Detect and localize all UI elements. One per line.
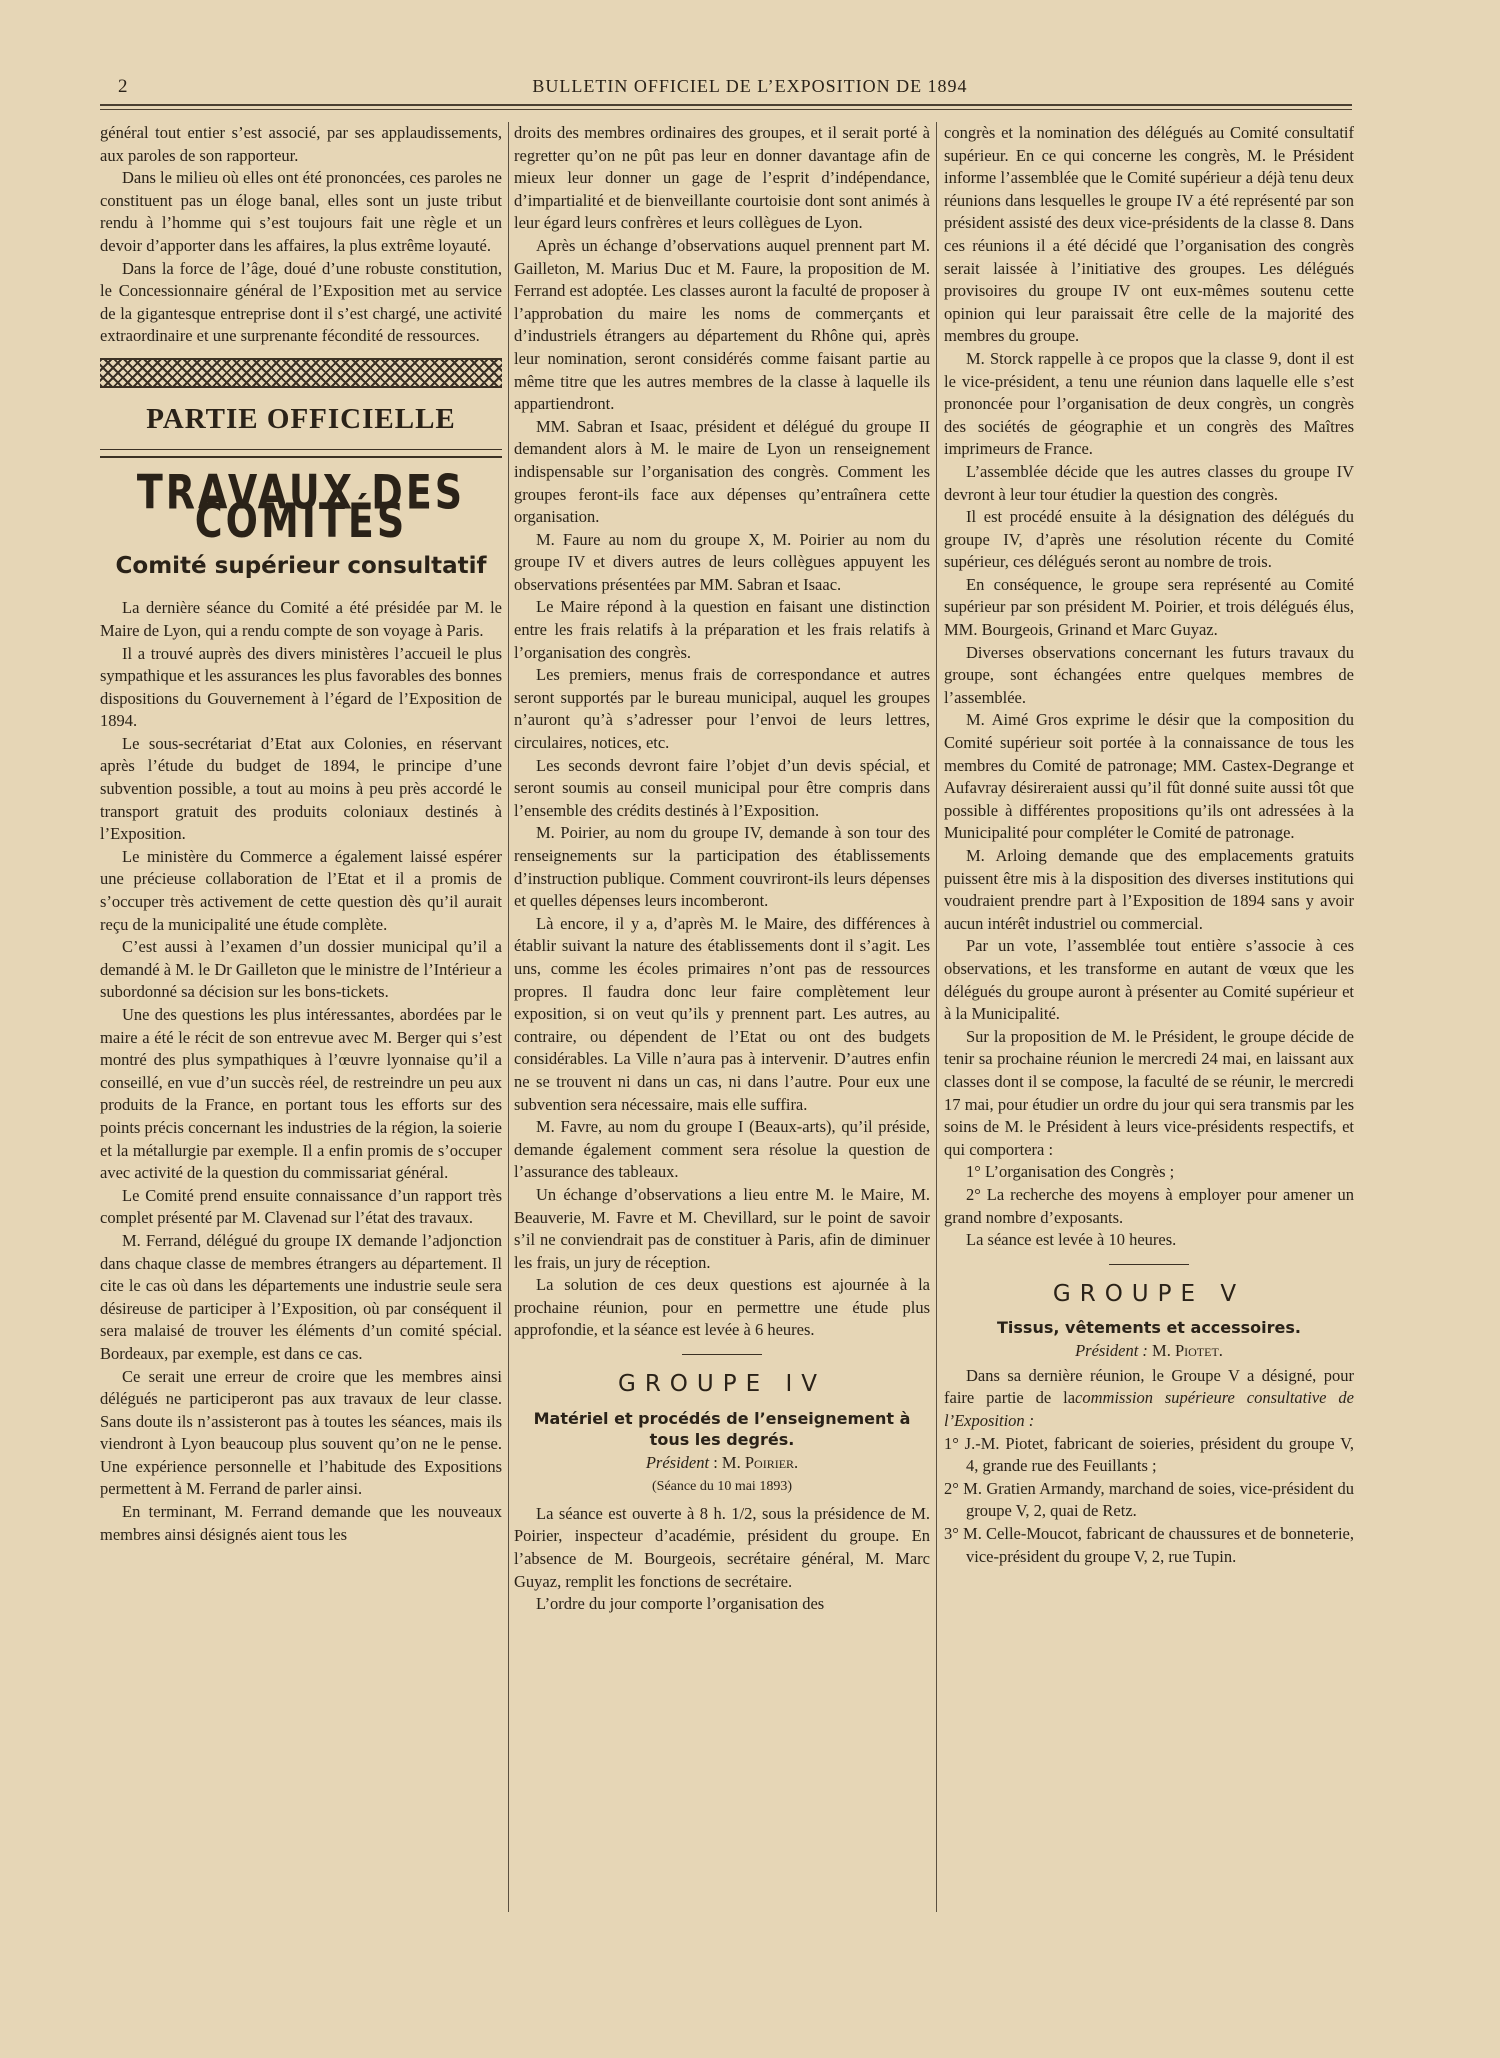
rule xyxy=(100,456,502,458)
president-label: Président : xyxy=(1075,1341,1148,1361)
main-heading: TRAVAUX DES COMITÉS xyxy=(136,464,466,548)
paragraph: droits des membres ordinaires des groupes, et il serait porté à regretter qu’on ne pût pas leur en donner davantage afin de mieux leur donner un gage de l’esprit d’indépendance, d’impartialité et de bienveillante courtoisie dont sont animés à leur égard leurs confrères et leurs collègues de Lyon. xyxy=(514,123,930,233)
paragraph: Une des questions les plus intéressantes, abordées par le maire a été le récit de son entrevue avec M. Berger qui s’est montré des plus sympathiques à l’œuvre lyonnaise qu’il a conseillé, en vue d’un succès réel, de restreindre un peu aux produits de la France, en portant tous les efforts sur des points précis concernant les industries de la région, la soierie et la métallurgie par exemple. Il a enfin promis de s’occuper avec activité de la question du commissariat général. xyxy=(100,1005,502,1183)
committee-heading: Comité supérieur consultatif xyxy=(115,552,487,579)
paragraph: Le Maire répond à la question en faisant une distinction entre les frais relatifs à la préparation et les frais relatifs à l’organisation des congrès. xyxy=(514,597,930,662)
paragraph: C’est aussi à l’examen d’un dossier municipal qu’il a demandé à M. le Dr Gailleton que le ministre de l’Intérieur a subordonné sa décision sur les bons-tickets. xyxy=(100,937,502,1002)
paragraph: Diverses observations concernant les futurs travaux du groupe, sont échangées entre quelques membres de l’assemblée. xyxy=(944,642,1354,707)
header-rule-thin xyxy=(100,109,1352,110)
paragraph: M. Poirier, au nom du groupe IV, demande à son tour des renseignements sur la participation des établissements d’instruction publique. Comment couvriront-ils leurs dépenses et quelles dépenses leurs incomberont. xyxy=(514,823,930,911)
paragraph: MM. Sabran et Isaac, président et délégué du groupe II demandent alors à M. le maire de Lyon un renseignement indispensable sur l’organisation des congrès. Comment les groupes feront-ils face aux dépenses qu’entraînera cette organisation. xyxy=(514,416,930,527)
paragraph: La séance est levée à 10 heures. xyxy=(966,1230,1177,1250)
group-subtitle: Matériel et procédés de l’enseignement à tous les degrés. xyxy=(533,1408,911,1449)
paragraph: Par un vote, l’assemblée tout entière s’associe à ces observations, et les transforme en autant de vœux que les délégués du groupe auront à présenter au Comité supérieur et à la Municipalité. xyxy=(944,936,1354,1024)
paragraph: En conséquence, le groupe sera représenté au Comité supérieur par son président M. Poirier, et trois délégués élus, MM. Bourgeois, Grinand et Marc Guyaz. xyxy=(944,574,1354,640)
paragraph: M. Faure au nom du groupe X, M. Poirier au nom du groupe IV et divers autres de leurs collègues appuyent les observations présentées par MM. Sabran et Isaac. xyxy=(514,529,930,594)
paragraph: M. Storck rappelle à ce propos que la classe 9, dont il est le vice-président, a tenu une réunion dans laquelle elle s’est prononcée pour l’organisation de deux congrès, un congrès des sociétés de géographie et un congrès des Maîtres imprimeurs de France. xyxy=(944,348,1354,459)
paragraph: M. Aimé Gros exprime le désir que la composition du Comité supérieur soit portée à la connaissance de tous les membres du Comité de patronage; MM. Castex-Degrange et Aufavray désireraient aussi qu’il fût donné suite aussi tôt que possible à différentes propositions qu’ils ont adressées à la Municipalité pour compléter le Comité de patronage. xyxy=(944,710,1354,843)
paragraph: L’ordre du jour comporte l’organisation des xyxy=(536,1594,825,1614)
president-name: M. Piotet. xyxy=(1152,1341,1223,1361)
paragraph: Dans la force de l’âge, doué d’une robuste constitution, le Concessionnaire général de l’Exposition met au service de la gigantesque entreprise dont il s’est chargé, une activité extraordinaire et une surprenante fécondité de ressources. xyxy=(100,258,502,346)
list-item: 1° L’organisation des Congrès ; xyxy=(966,1162,1175,1182)
paragraph xyxy=(944,1365,1354,1433)
paragraph: Le sous-secrétariat d’Etat aux Colonies, en réservant après l’étude du budget de 1894, le principe d’une subvention possible, a tout au moins à peu près accordé le transport gratuit des produits coloniaux destinés à l’Exposition. xyxy=(100,733,502,844)
column-3 xyxy=(944,122,1354,1912)
paragraph: Là encore, il y a, d’après M. le Maire, des différences à établir suivant la nature des établissements dont il s’agit. Les uns, comme les écoles primaires n’ont pas de ressources propres. Il faudra donc leur faire complètement leur exposition, si on veut qu’ils y prennent part. Les autres, au contraire, ou dépendent de l’Etat ou ont des budgets considérables. La Ville n’aura pas à intervenir. D’autres enfin ne se trouvent ni dans un cas, ni dans l’autre. Pour eux une subvention sera nécessaire, mais elle suffira. xyxy=(514,913,930,1114)
paragraph-text: Dans sa dernière réunion, le Groupe V a désigné, pour faire partie de la xyxy=(944,1365,1354,1408)
page-number: 2 xyxy=(118,76,128,97)
member-list xyxy=(944,1433,1354,1569)
paragraph: Sur la proposition de M. le Président, le groupe décide de tenir sa prochaine réunion le mercredi 24 mai, en laissant aux classes dont il se compose, la faculté de se réunir, le mercredi 17 mai, pour étudier un ordre du jour qui sera transmis par les soins de M. le Président à leurs vice-présidents respectifs, et qui comportera : xyxy=(944,1026,1354,1159)
paragraph: Dans le milieu où elles ont été prononcées, ces paroles ne constituent pas un éloge banal, elles sont un juste tribut rendu à l’homme qui s’est toujours fait une règle et un devoir d’apporter dans les affaires, la plus extrême loyauté. xyxy=(100,168,502,255)
paragraph: Ce serait une erreur de croire que les membres ainsi délégués ne participeront pas aux travaux de leur classe. Sans doute ils n’assisteront pas à toutes les séances, mais ils viendront à Lyon beaucoup plus souvent qu’on ne le pense. Une expérience personnelle et l’habitude des Expositions permettent à M. Ferrand de parler ainsi. xyxy=(100,1366,502,1499)
running-title: BULLETIN OFFICIEL DE L’EXPOSITION DE 1894 xyxy=(532,76,968,96)
president-name: : M. Poirier. xyxy=(713,1452,799,1472)
paragraph: L’assemblée décide que les autres classes du groupe IV devront à leur tour étudier la question des congrès. xyxy=(944,461,1354,504)
column-2 xyxy=(514,122,930,1912)
president-label: Président xyxy=(645,1452,710,1472)
paragraph: congrès et la nomination des délégués au Comité consultatif supérieur. En ce qui concerne les congrès, M. le Président informe l’assemblée que le Comité supérieur a déjà tenu deux réunions dans lesquelles le groupe IV a été représenté par son président assisté des deux vice-présidents de la classe 8. Dans ces réunions il a été décidé que l’organisation des congrès serait laissée à l’initiative des groupes. Les délégués provisoires du groupe IV ont eux-mêmes soutenu cette opinion qui leur paraissait être celle de la majorité des membres du groupe. xyxy=(944,123,1354,346)
header-rule xyxy=(100,104,1352,106)
group-subtitle: Tissus, vêtements et accessoires. xyxy=(997,1318,1301,1338)
column-divider xyxy=(508,122,509,1912)
list-item: 2° M. Gratien Armandy, marchand de soies, vice-président du groupe V, 2, quai de Retz. xyxy=(944,1478,1354,1521)
paragraph: M. Favre, au nom du groupe I (Beaux-arts), qu’il préside, demande également comment sera résolue la question de l’assurance des tableaux. xyxy=(514,1117,930,1182)
president-line xyxy=(944,1340,1354,1363)
paragraph: La solution de ces deux questions est ajournée à la prochaine réunion, pour en permettre une étude plus approfondie, et la séance est levée à 6 heures. xyxy=(514,1275,930,1340)
short-rule xyxy=(1109,1264,1189,1265)
paragraph: M. Ferrand, délégué du groupe IX demande l’adjonction dans chaque classe de membres étrangers au département. Il cite le cas où dans les départements une industrie seule sera désireuse de participer à l’Exposition, où par conséquent il sera malaisé de trouver les éléments d’un comité spécial. Bordeaux, par exemple, est dans ce cas. xyxy=(100,1230,502,1363)
list-item: 3° M. Celle-Moucot, fabricant de chaussures et de bonneterie, vice-président du groupe V, 2, rue Tupin. xyxy=(944,1524,1354,1566)
list-item: 1° J.-M. Piotet, fabricant de soieries, président du groupe V, 4, grande rue des Feuillants ; xyxy=(944,1433,1354,1476)
column-divider xyxy=(936,122,937,1912)
commission-name: commission supérieure consultative de l’Exposition : xyxy=(944,1388,1354,1431)
paragraph: Un échange d’observations a lieu entre M. le Maire, M. Beauverie, M. Favre et M. Chevillard, sur le point de savoir s’il ne conviendrait pas de constituer à Paris, afin de diminuer les frais, un jury de réception. xyxy=(514,1184,930,1272)
paragraph: Il est procédé ensuite à la désignation des délégués du groupe IV, d’après une résolution récente du Comité supérieur, ces délégués seront au nombre de trois. xyxy=(944,507,1354,572)
column-1 xyxy=(100,122,502,1912)
paragraph: En terminant, M. Ferrand demande que les nouveaux membres ainsi désignés aient tous les xyxy=(100,1502,502,1544)
group-heading: GROUPE V xyxy=(1052,1280,1246,1307)
group-heading: GROUPE IV xyxy=(618,1371,826,1398)
session-date: (Séance du 10 mai 1893) xyxy=(652,1479,792,1495)
list-item: 2° La recherche des moyens à employer pour amener un grand nombre d’exposants. xyxy=(944,1184,1354,1227)
paragraph: M. Arloing demande que des emplacements gratuits puissent être mis à la disposition des diverses institutions qui voudraient prendre part à l’Exposition de 1894 sans y avoir aucun intérêt industriel ou commercial. xyxy=(944,846,1354,933)
paragraph: général tout entier s’est associé, par ses applaudissements, aux paroles de son rapporteur. xyxy=(100,123,502,165)
paragraph: La séance est ouverte à 8 h. 1/2, sous la présidence de M. Poirier, inspecteur d’académie, président du groupe. En l’absence de M. Bourgeois, secrétaire général, M. Marc Guyaz, remplit les fonctions de secrétaire. xyxy=(514,1503,930,1591)
president-line xyxy=(514,1452,930,1475)
short-rule xyxy=(682,1354,762,1355)
paragraph: Après un échange d’observations auquel prennent part M. Gailleton, M. Marius Duc et M. Faure, la proposition de M. Ferrand est adoptée. Les classes auront la faculté de proposer à l’approbation du maire les noms de commerçants et d’industriels étrangers au département du Rhône qui, après leur nomination, seront considérés comme faisant partie au même titre que les autres membres de la classe à laquelle ils appartiendront. xyxy=(514,235,930,414)
paragraph: La dernière séance du Comité a été présidée par M. le Maire de Lyon, qui a rendu compte de son voyage à Paris. xyxy=(100,598,502,640)
paragraph: Il a trouvé auprès des divers ministères l’accueil le plus sympathique et les assurances les plus favorables des bonnes dispositions du Gouvernement à l’égard de l’Exposition de 1894. xyxy=(100,643,502,731)
ornamental-divider xyxy=(100,358,502,388)
rule xyxy=(100,449,502,450)
paragraph: Les seconds devront faire l’objet d’un devis spécial, et seront soumis au conseil municipal pour être compris dans l’ensemble des crédits destinés à l’Exposition. xyxy=(514,755,930,820)
paragraph: Le Comité prend ensuite connaissance d’un rapport très complet présenté par M. Clavenad sur l’état des travaux. xyxy=(100,1185,502,1228)
section-title: PARTIE OFFICIELLE xyxy=(146,402,456,435)
paragraph: Les premiers, menus frais de correspondance et autres seront supportés par le bureau municipal, auquel les groupes n’auront qu’à s’adresser pour l’envoi de leurs lettres, circulaires, notices, etc. xyxy=(514,665,930,753)
paragraph: Le ministère du Commerce a également laissé espérer une précieuse collaboration de l’Etat et il a promis de s’occuper très activement de cette question dès qu’il aurait reçu de la municipalité une étude complète. xyxy=(100,846,502,934)
